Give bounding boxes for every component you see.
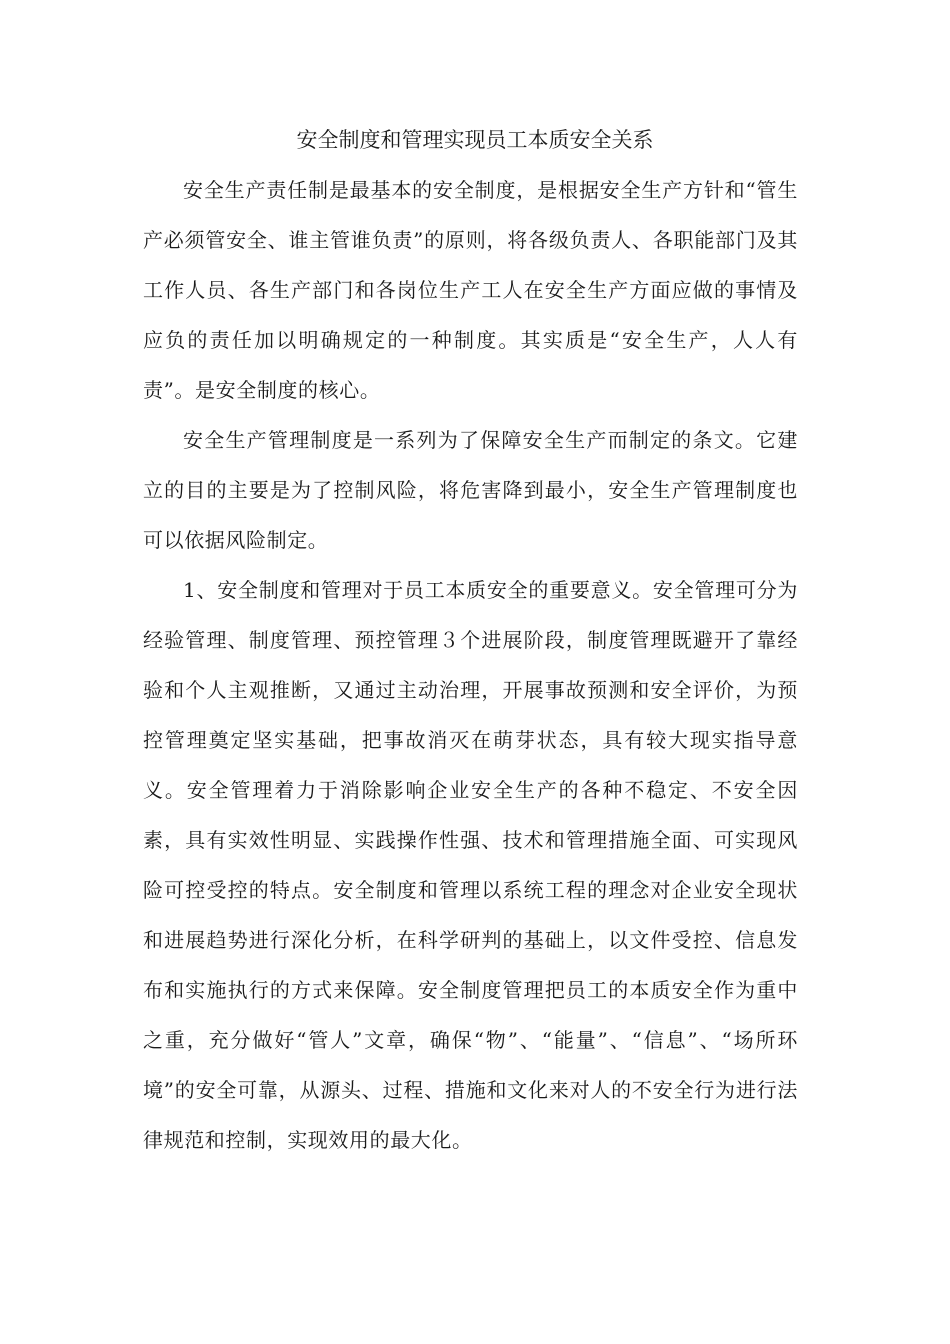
paragraph-management-system: 安全生产管理制度是一系列为了保障安全生产而制定的条文。它建立的目的主要是为了控制风险，将危害降到最小，安全生产管理制度也可以依据风险制定。 xyxy=(143,428,798,552)
document-body xyxy=(143,165,798,1165)
paragraph-significance: 1、安全制度和管理对于员工本质安全的重要意义。安全管理可分为经验管理、制度管理、预控管理３个进展阶段，制度管理既避开了靠经验和个人主观推断，又通过主动治理，开展事故预测和安全评价，为预控管理奠定坚实基础，把事故消灭在萌芽状态，具有较大现实指导意义。安全管理着力于消除影响企业安全生产的各种不稳定、不安全因素，具有实效性明显、实践操作性强、技术和管理措施全面、可实现风险可控受控的特点。安全制度和管理以系统工程的理念对企业安全现状和进展趋势进行深化分析，在科学研判的基础上，以文件受控、信息发布和实施执行的方式来保障。安全制度管理把员工的本质安全作为重中之重，充分做好“管人”文章，确保“物”、“能量”、“信息”、“场所环境”的安全可靠，从源头、过程、措施和文化来对人的不安全行为进行法律规范和控制，实现效用的最大化。 xyxy=(143,578,798,1152)
document-title: 安全制度和管理实现员工本质安全关系 xyxy=(296,128,654,152)
paragraph-responsibility-system: 安全生产责任制是最基本的安全制度，是根据安全生产方针和“管生产必须管安全、谁主管谁负责”的原则，将各级负责人、各职能部门及其工作人员、各生产部门和各岗位生产工人在安全生产方面应做的事情及应负的责任加以明确规定的一种制度。其实质是“安全生产，人人有责”。是安全制度的核心。 xyxy=(143,178,798,402)
